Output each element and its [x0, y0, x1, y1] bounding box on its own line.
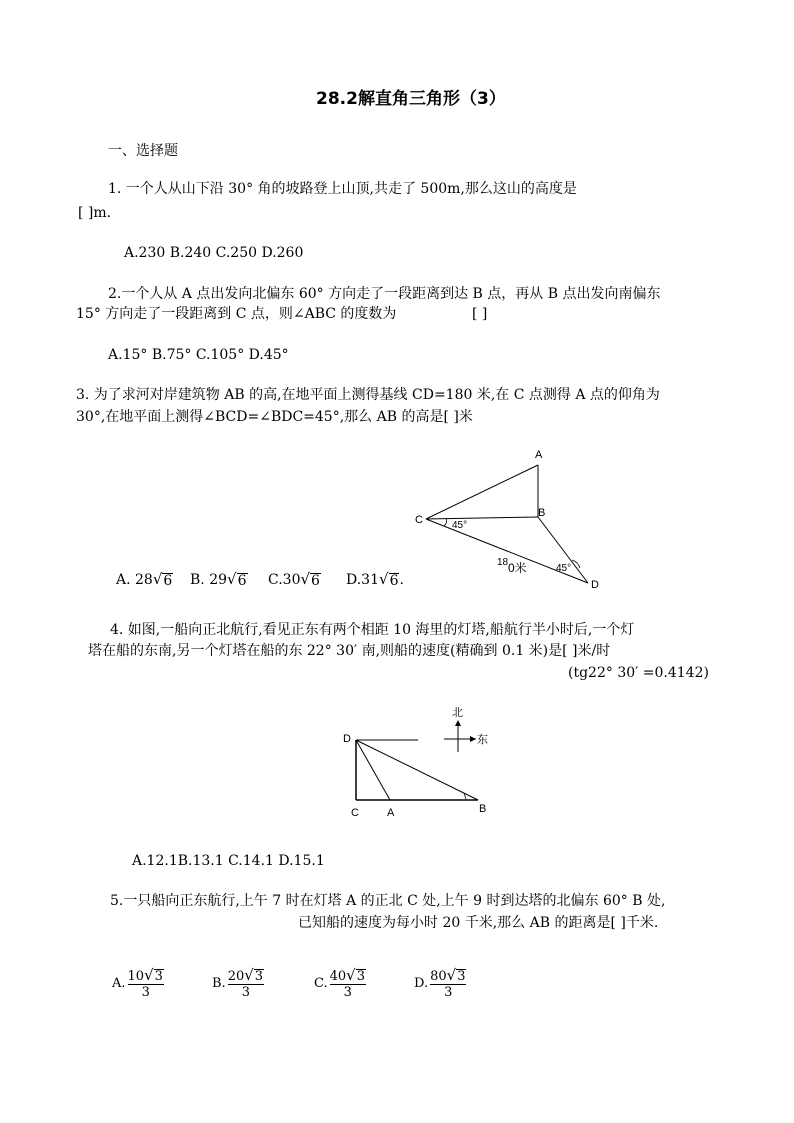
q4-options: A.12.1B.13.1 C.14.1 D.15.1: [132, 853, 325, 869]
q4-label-c: C: [351, 807, 359, 819]
q3-label-a: A: [535, 449, 543, 461]
q1-stem-line1: 1. 一个人从山下沿 30° 角的坡路登上山顶,共走了 500m,那么这山的高度是: [108, 181, 577, 197]
section-heading: 一、选择题: [108, 143, 178, 159]
q3-length-number: 18: [497, 557, 509, 568]
q5-option-radicand: 3: [254, 969, 264, 984]
sqrt-sign: √ 3: [446, 966, 466, 984]
q5-option-radicand: 3: [457, 969, 466, 984]
q3-length-unit: 0米: [508, 561, 527, 575]
q5-option-coef: 20: [227, 969, 245, 984]
q5-stem-line1: 5.一只船向正东航行,上午 7 时在灯塔 A 的正北 C 处,上午 9 时到达塔的北偏东 60° B 处,: [110, 893, 666, 909]
q3-option-b-radicand: 6: [237, 573, 247, 589]
q3-option-d: [346, 570, 404, 589]
q5-option-denominator: 3: [228, 984, 264, 1000]
q3-label-b: B: [538, 507, 546, 519]
q3-option-a-radicand: 6: [163, 573, 173, 589]
q5-option-label: A.: [112, 975, 126, 991]
arrow-up-icon: [455, 720, 461, 726]
q2-options: A.15° B.75° C.105° D.45°: [108, 347, 289, 363]
sqrt-sign: √ 3: [144, 966, 163, 984]
q1-options: A.230 B.240 C.250 D.260: [124, 245, 304, 261]
q5-option-coef: 10: [127, 969, 145, 984]
q3-segment-cb: [426, 517, 538, 519]
q1-stem-line2: [ ]m.: [78, 205, 112, 221]
q3-option-d-coef: D.31: [346, 572, 379, 588]
q5-option-label: C.: [314, 975, 328, 991]
q5-option-denominator: 3: [430, 984, 466, 1000]
q5-option-label: D.: [414, 975, 429, 991]
q5-stem-line2: 已知船的速度为每小时 20 千米,那么 AB 的距离是[ ]千米.: [298, 915, 659, 931]
q5-option-c: [314, 966, 366, 1000]
q2-stem-line2: 15° 方向走了一段距离到 C 点，则∠ABC 的度数为: [76, 306, 397, 322]
q3-figure: [410, 440, 610, 600]
q3-angle-c: 45°: [452, 520, 468, 531]
q4-label-b: B: [479, 803, 487, 815]
q3-segment-ca: [426, 465, 538, 519]
page-title: 28.2解直角三角形（3）: [316, 89, 506, 109]
q4-stem-line1: 4. 如图,一船向正北航行,看见正东有两个相距 10 海里的灯塔,船航行半小时后,一个灯: [110, 622, 635, 638]
q4-compass-north: 北: [452, 707, 463, 719]
q3-option-c: [268, 570, 321, 589]
q4-label-a: A: [387, 807, 395, 819]
q4-segment-db: [356, 740, 478, 800]
q5-option-radicand: 3: [154, 969, 163, 984]
sqrt-sign: √ 6: [300, 570, 320, 589]
sqrt-sign: √ 6: [227, 570, 247, 589]
q5-option-d: [414, 966, 466, 1000]
sqrt-sign: √ 3: [346, 966, 366, 984]
arrow-right-icon: [470, 736, 476, 742]
q5-option-denominator: 3: [128, 984, 164, 1000]
q5-option-a: [112, 966, 164, 1000]
q3-option-d-period: .: [399, 572, 404, 588]
q5-option-b: [212, 966, 264, 1000]
q4-compass-east: 东: [477, 734, 488, 746]
q5-option-label: B.: [212, 975, 226, 991]
q4-label-d: D: [343, 733, 351, 745]
q3-label-d: D: [591, 579, 599, 591]
q3-option-c-coef: C.30: [268, 572, 301, 588]
sqrt-sign: √ 6: [379, 570, 399, 589]
q5-option-coef: 80: [430, 969, 447, 984]
sqrt-sign: √ 3: [244, 966, 264, 984]
q3-angle-arc-c: [444, 518, 447, 526]
q3-option-d-radicand: 6: [389, 573, 399, 589]
q5-option-coef: 40: [329, 969, 347, 984]
q4-segment-da: [356, 740, 390, 800]
sqrt-sign: √ 6: [152, 570, 173, 589]
q3-option-a: [116, 570, 173, 589]
q4-stem-line3: (tg22° 30′ =0.4142): [568, 665, 709, 681]
q3-stem-line2: 30°,在地平面上测得∠BCD=∠BDC=45°,那么 AB 的高是[ ]米: [76, 409, 473, 425]
q3-option-a-coef: A. 28: [116, 572, 153, 588]
q4-figure: [338, 704, 508, 824]
q3-label-c: C: [415, 514, 423, 526]
q4-stem-line2: 塔在船的东南,另一个灯塔在船的东 22° 30′ 南,则船的速度(精确到 0.1 米)是[ ]米/时: [88, 643, 611, 659]
q5-option-denominator: 3: [330, 984, 366, 1000]
q2-answer-bracket: [ ]: [472, 306, 488, 322]
q3-option-c-radicand: 6: [311, 573, 320, 589]
q3-stem-line1: 3. 为了求河对岸建筑物 AB 的高,在地平面上测得基线 CD=180 米,在 C 点测得 A 点的仰角为: [76, 387, 660, 403]
q5-option-radicand: 3: [356, 969, 366, 984]
q2-stem-line1: 2.一个人从 A 点出发向北偏东 60° 方向走了一段距离到达 B 点，再从 B 点出发向南偏东: [108, 286, 661, 302]
q3-option-b-coef: B. 29: [190, 572, 228, 588]
q3-option-b: [190, 570, 248, 589]
q3-angle-d: 45°: [556, 563, 572, 574]
